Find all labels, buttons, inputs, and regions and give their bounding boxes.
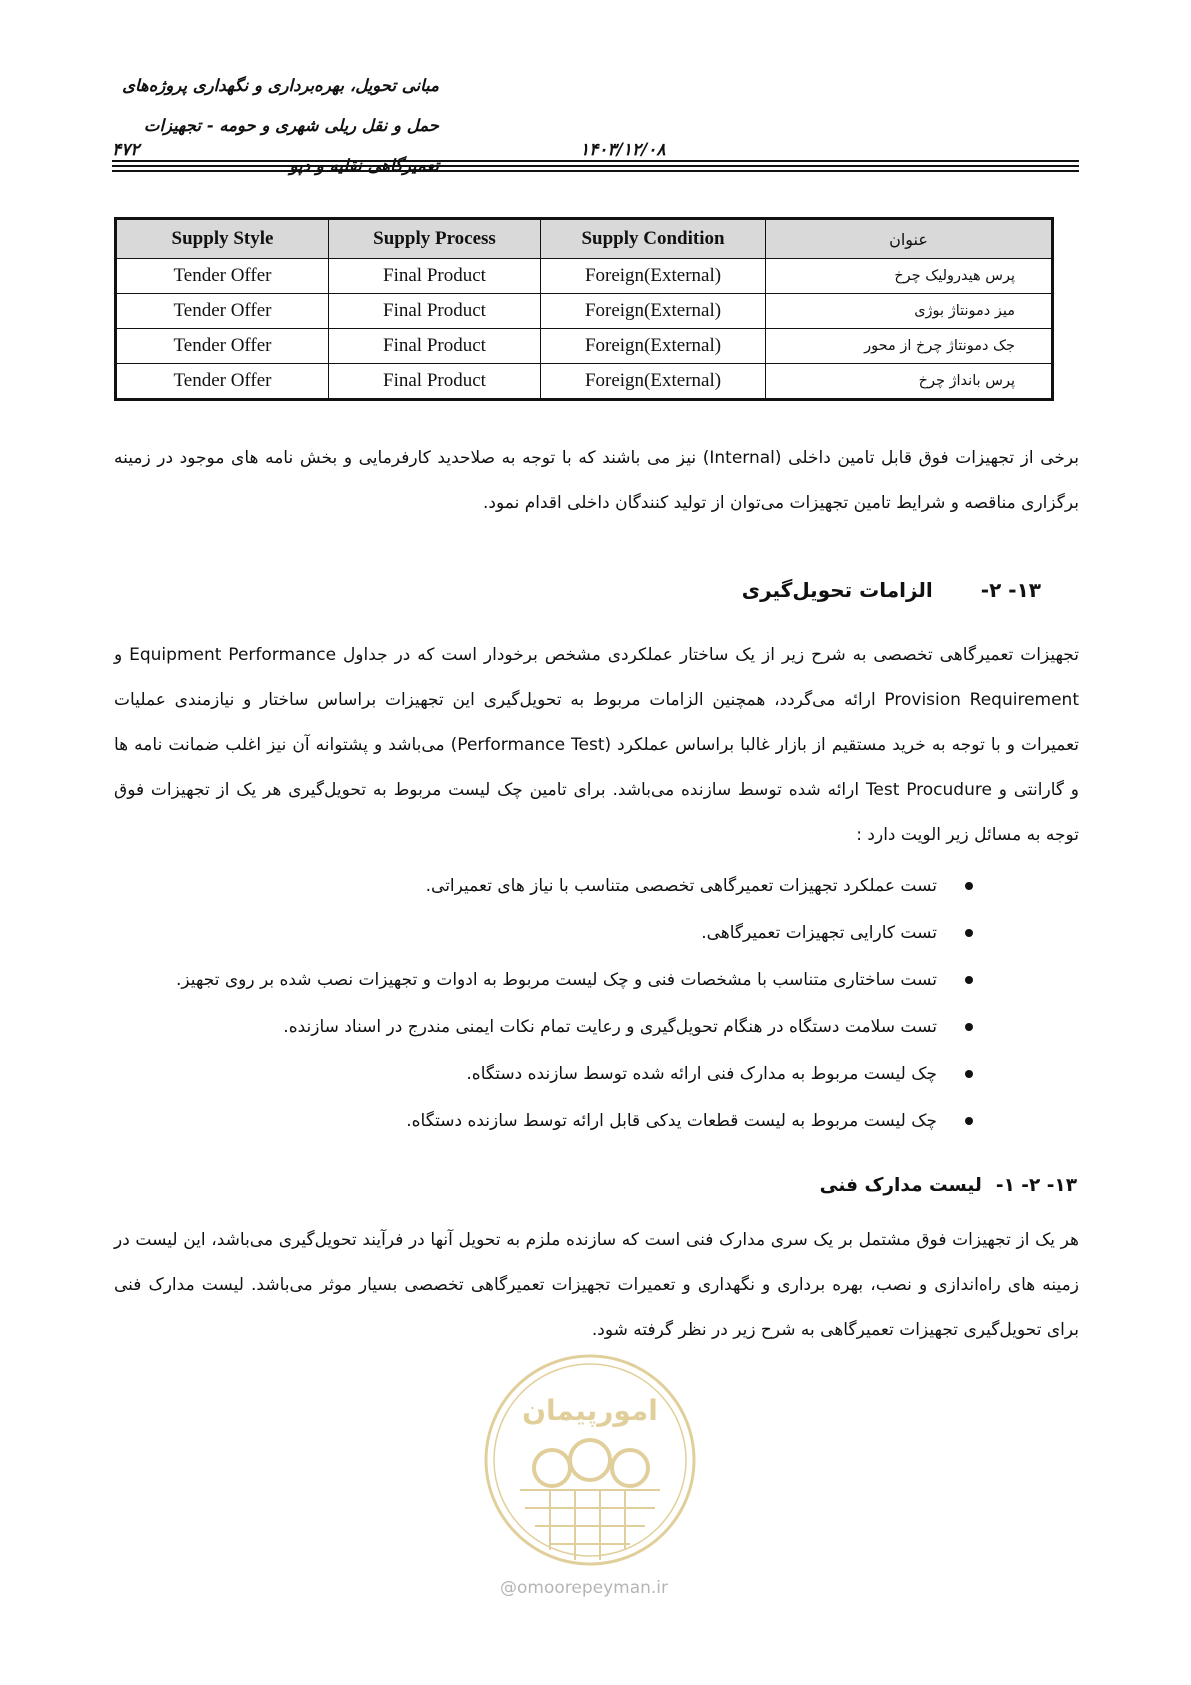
- cell-supply-style: Tender Offer: [116, 364, 329, 400]
- header-title: عنوان: [766, 219, 1053, 259]
- page-number: ۴۷۲: [112, 140, 140, 160]
- table-header-row: [116, 219, 1053, 259]
- bullet-icon: [965, 976, 973, 984]
- cell-supply-condition: Foreign(External): [541, 329, 766, 364]
- cell-supply-condition: Foreign(External): [541, 364, 766, 400]
- list-item: [114, 957, 975, 1004]
- cell-supply-process: Final Product: [329, 294, 541, 329]
- bullet-icon: [965, 1023, 973, 1031]
- cell-supply-style: Tender Offer: [116, 259, 329, 294]
- watermark-caption: @omoorepeyman.ir: [500, 1578, 669, 1598]
- subsection-title: لیست مدارک فنی: [819, 1175, 982, 1196]
- subsection-paragraph: هر یک از تجهیزات فوق مشتمل بر یک سری مدارک فنی است که سازنده ملزم به تحویل آنها در فرآیند تحویل‌گیری می‌باشد، این لیست در زمینه های راه‌اندازی و نصب، بهره برداری و نگهداری و تعمیرات تجهیزات تعمیرگاهی تخصصی بسیار موثر می‌باشد. لیست مدارک فنی برای تحویل‌گیری تجهیزات تعمیرگاهی به شرح زیر در نظر گرفته شود.: [114, 1230, 1079, 1340]
- seal-text: امورپیمان: [522, 1394, 658, 1427]
- header-supply-style: Supply Style: [116, 219, 329, 259]
- bullet-icon: [965, 882, 973, 890]
- section-heading: [742, 578, 1041, 602]
- document-date: ۱۴۰۳/۱۲/۰۸: [580, 140, 666, 160]
- list-item-text: تست عملکرد تجهیزات تعمیرگاهی تخصصی متناسب با نیاز های تعمیراتی.: [425, 876, 937, 896]
- list-item-text: چک لیست مربوط به لیست قطعات یدکی قابل ارائه توسط سازنده دستگاه.: [406, 1111, 937, 1131]
- bullet-icon: [965, 929, 973, 937]
- cell-supply-process: Final Product: [329, 329, 541, 364]
- table-row: [116, 259, 1053, 294]
- list-item-text: چک لیست مربوط به مدارک فنی ارائه شده توسط سازنده دستگاه.: [466, 1064, 937, 1084]
- section-title: الزامات تحویل‌گیری: [741, 578, 933, 602]
- cell-supply-style: Tender Offer: [116, 329, 329, 364]
- bullet-icon: [965, 1070, 973, 1078]
- table-row: [116, 364, 1053, 400]
- list-item: [114, 1051, 975, 1098]
- cell-title: پرس بانداژ چرخ: [766, 364, 1053, 400]
- document-title-line-2: حمل و نقل ریلی شهری و حومه - تجهیزات: [143, 116, 439, 135]
- header-supply-process: Supply Process: [329, 219, 541, 259]
- list-item: [114, 1004, 975, 1051]
- header-supply-condition: Supply Condition: [541, 219, 766, 259]
- document-title: [122, 66, 439, 186]
- page-header: [112, 58, 1079, 173]
- cell-supply-process: Final Product: [329, 259, 541, 294]
- cell-supply-process: Final Product: [329, 364, 541, 400]
- header-rule-middle: [112, 165, 1079, 167]
- bullet-icon: [965, 1117, 973, 1125]
- header-rule-top: [112, 160, 1079, 162]
- cell-title: پرس هیدرولیک چرخ: [766, 259, 1053, 294]
- header-rule-bottom: [112, 170, 1079, 172]
- cell-supply-condition: Foreign(External): [541, 259, 766, 294]
- subsection-number: ۱۳- ۲- ۱-: [995, 1175, 1077, 1196]
- table-row: [116, 329, 1053, 364]
- list-item-text: تست ساختاری متناسب با مشخصات فنی و چک لیست مربوط به ادوات و تجهیزات نصب شده بر روی تجهیز.: [175, 970, 937, 990]
- list-item: [114, 1098, 975, 1145]
- list-item-text: تست سلامت دستگاه در هنگام تحویل‌گیری و رعایت تمام نکات ایمنی مندرج در اسناد سازنده.: [283, 1017, 937, 1037]
- cell-title: جک دمونتاژ چرخ از محور: [766, 329, 1053, 364]
- table-row: [116, 294, 1053, 329]
- document-title-line-1: مبانی تحویل، بهره‌برداری و نگهداری پروژه‌های: [122, 76, 439, 95]
- supply-table: [114, 217, 1054, 401]
- requirements-list: [114, 863, 975, 1145]
- intro-paragraph: برخی از تجهیزات فوق قابل تامین داخلی (Internal) نیز می باشند که با توجه به صلاحدید کارفرمایی و بخش نامه های موجود در زمینه برگزاری مناقصه و شرایط تامین تجهیزات می‌توان از تولید کنندگان داخلی اقدام نمود.: [114, 448, 1079, 513]
- section-paragraph: تجهیزات تعمیرگاهی تخصصی به شرح زیر از یک ساختار عملکردی مشخص برخودار است که در جداول Equipment Performance و Provision Requirement ارائه می‌گردد، همچنین الزامات مربوط به تحویل‌گیری این تجهیزات براساس ساختار و نیازمندی عملیات تعمیرات و با توجه به خرید مستقیم از بازار غالبا براساس عملکرد (Performance Test) می‌باشد و پشتوانه آن نیز اغلب ضمانت نامه ها و گارانتی و Test Procudure ارائه شده توسط سازنده می‌باشد. برای تامین چک لیست مربوط به تحویل‌گیری هر یک از تجهیزات فوق توجه به مسائل زیر الویت دارد :: [114, 645, 1080, 845]
- subsection-heading: [820, 1175, 1077, 1196]
- section-number: ۱۳- ۲-: [980, 578, 1041, 602]
- cell-title: میز دمونتاژ بوژی: [766, 294, 1053, 329]
- cell-supply-condition: Foreign(External): [541, 294, 766, 329]
- watermark-seal-icon: [480, 1350, 700, 1570]
- list-item-text: تست کارایی تجهیزات تعمیرگاهی.: [701, 923, 937, 943]
- document-title-line-3: تعمیرگاهی نقلیه و دپو: [289, 156, 439, 175]
- list-item: [114, 863, 975, 910]
- cell-supply-style: Tender Offer: [116, 294, 329, 329]
- list-item: [114, 910, 975, 957]
